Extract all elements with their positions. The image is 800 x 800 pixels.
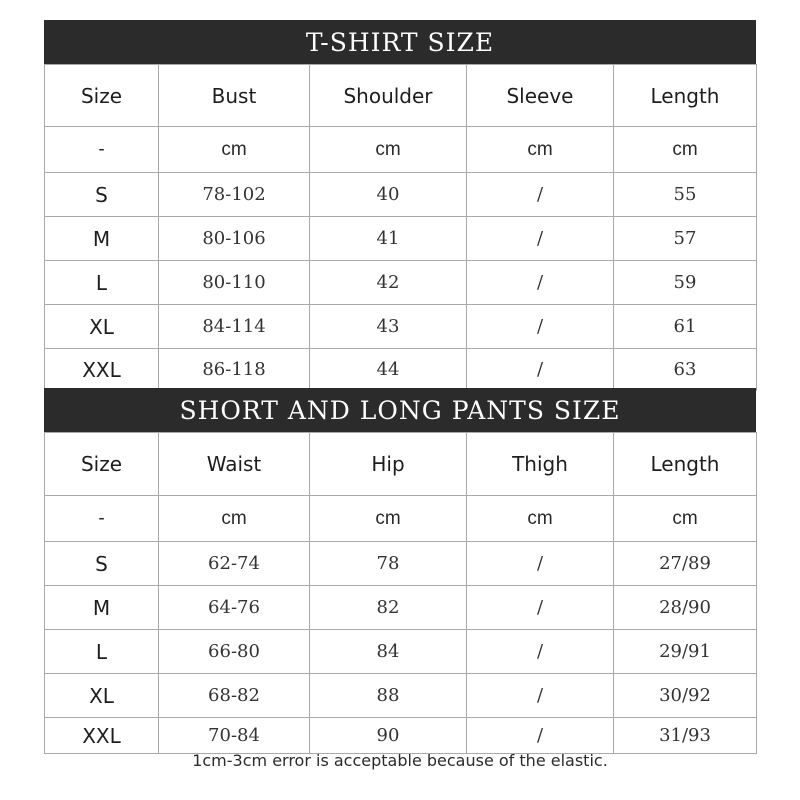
table-cell: / xyxy=(467,173,614,217)
unit-cell: cm xyxy=(614,496,757,542)
table-row xyxy=(45,718,757,754)
size-cell: S xyxy=(45,542,159,586)
unit-cell: cm xyxy=(159,496,310,542)
pants-size-table xyxy=(44,432,757,754)
table-cell: 57 xyxy=(614,217,757,261)
table-cell: 88 xyxy=(310,674,467,718)
table-cell: 31/93 xyxy=(614,718,757,754)
table-cell: 66-80 xyxy=(159,630,310,674)
header-row xyxy=(45,65,757,127)
size-cell: XXL xyxy=(45,349,159,391)
table-cell: 78 xyxy=(310,542,467,586)
unit-cell: - xyxy=(45,496,159,542)
table-cell: 80-110 xyxy=(159,261,310,305)
table-cell: / xyxy=(467,542,614,586)
tshirt-size-table xyxy=(44,64,757,391)
table-cell: 90 xyxy=(310,718,467,754)
size-cell: L xyxy=(45,261,159,305)
tshirt-title: T-SHIRT SIZE xyxy=(44,20,756,64)
unit-cell: cm xyxy=(467,496,614,542)
table-cell: 41 xyxy=(310,217,467,261)
footnote: 1cm-3cm error is acceptable because of the elastic. xyxy=(192,751,608,770)
table-cell: 86-118 xyxy=(159,349,310,391)
table-cell: 78-102 xyxy=(159,173,310,217)
table-row xyxy=(45,217,757,261)
unit-cell: cm xyxy=(614,127,757,173)
header-cell: Thigh xyxy=(467,433,614,496)
header-cell: Length xyxy=(614,433,757,496)
unit-row xyxy=(45,127,757,173)
table-row xyxy=(45,305,757,349)
header-cell: Shoulder xyxy=(310,65,467,127)
table-cell: 27/89 xyxy=(614,542,757,586)
table-cell: 64-76 xyxy=(159,586,310,630)
table-cell: 63 xyxy=(614,349,757,391)
size-cell: M xyxy=(45,586,159,630)
table-cell: 84-114 xyxy=(159,305,310,349)
table-cell: / xyxy=(467,305,614,349)
table-row xyxy=(45,349,757,391)
size-cell: XL xyxy=(45,305,159,349)
unit-cell: cm xyxy=(310,127,467,173)
table-cell: 68-82 xyxy=(159,674,310,718)
table-cell: 30/92 xyxy=(614,674,757,718)
unit-cell: - xyxy=(45,127,159,173)
table-cell: / xyxy=(467,261,614,305)
size-cell: L xyxy=(45,630,159,674)
header-cell: Sleeve xyxy=(467,65,614,127)
size-cell: XL xyxy=(45,674,159,718)
table-cell: 59 xyxy=(614,261,757,305)
table-cell: 29/91 xyxy=(614,630,757,674)
table-cell: / xyxy=(467,674,614,718)
table-cell: 84 xyxy=(310,630,467,674)
unit-row xyxy=(45,496,757,542)
table-row xyxy=(45,674,757,718)
table-row xyxy=(45,173,757,217)
table-cell: / xyxy=(467,718,614,754)
header-cell: Size xyxy=(45,65,159,127)
unit-cell: cm xyxy=(159,127,310,173)
table-row xyxy=(45,586,757,630)
table-row xyxy=(45,542,757,586)
header-cell: Bust xyxy=(159,65,310,127)
table-cell: / xyxy=(467,349,614,391)
table-cell: / xyxy=(467,586,614,630)
size-cell: M xyxy=(45,217,159,261)
table-cell: / xyxy=(467,217,614,261)
header-row xyxy=(45,433,757,496)
header-cell: Length xyxy=(614,65,757,127)
table-cell: 42 xyxy=(310,261,467,305)
table-cell: 44 xyxy=(310,349,467,391)
table-cell: / xyxy=(467,630,614,674)
unit-cell: cm xyxy=(310,496,467,542)
table-row xyxy=(45,630,757,674)
header-cell: Hip xyxy=(310,433,467,496)
table-row xyxy=(45,261,757,305)
header-cell: Waist xyxy=(159,433,310,496)
table-cell: 40 xyxy=(310,173,467,217)
table-cell: 80-106 xyxy=(159,217,310,261)
size-cell: XXL xyxy=(45,718,159,754)
header-cell: Size xyxy=(45,433,159,496)
table-cell: 62-74 xyxy=(159,542,310,586)
table-cell: 82 xyxy=(310,586,467,630)
table-cell: 55 xyxy=(614,173,757,217)
unit-cell: cm xyxy=(467,127,614,173)
pants-title: SHORT AND LONG PANTS SIZE xyxy=(44,388,756,432)
table-cell: 61 xyxy=(614,305,757,349)
size-cell: S xyxy=(45,173,159,217)
table-cell: 70-84 xyxy=(159,718,310,754)
table-cell: 43 xyxy=(310,305,467,349)
table-cell: 28/90 xyxy=(614,586,757,630)
